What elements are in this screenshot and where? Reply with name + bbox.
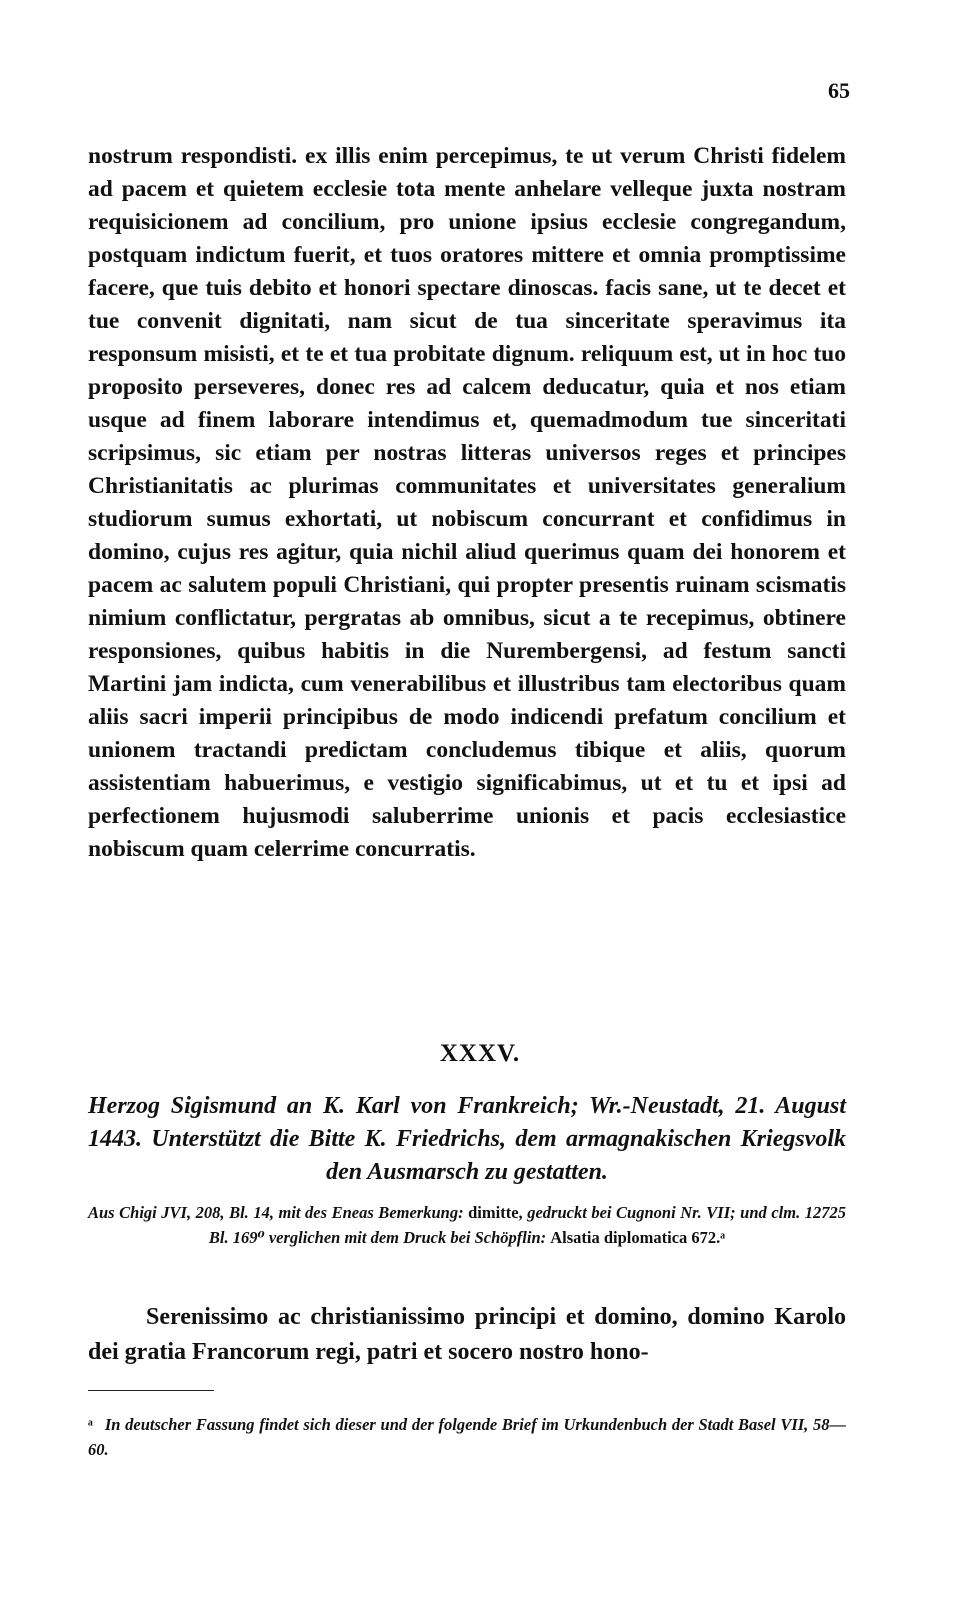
letter-opening: Serenissimo ac christianissimo principi et domino, domino Karolo dei gratia Francorum regi, patri et socero nostro hono- (88, 1304, 846, 1365)
main-text-paragraph: nostrum respondisti. ex illis enim percepimus, te ut verum Christi fidelem ad pacem et quietem ecclesie tota mente anhelare velleque juxta nostram requisicionem ad concilium, pro unione ipsius ecclesie congregandum, postquam indictum fuerit, et tuos oratores mittere et omnia promptissime facere, que tuis debito et honori spectare dinoscas. facis sane, ut te decet et tue convenit dignitati, nam sicut de tua sinceritate speravimus ita responsum misisti, et te et tua probitate dignum. reliquum est, ut in hoc tuo proposito perseveres, donec res ad calcem deducatur, quia et nos etiam usque ad finem laborare intendimus et, quemadmodum tue sinceritati scripsimus, sic etiam per nostras litteras universos reges et principes Christianitatis ac plurimas communitates et universitates generalium studiorum sumus exhortati, ut nobiscum concurrant et confidimus in domino, cujus res agitur, quia nichil aliud querimus quam dei honorem et pacem ac salutem populi Christiani, qui propter presentis ruinam scismatis nimium conflictatur, pergratas ab omnibus, sicut a te recepimus, obtinere responsiones, quibus habitis in die Nurembergensi, ad festum sancti Martini jam indicta, cum venerabilibus et illustribus tam electoribus quam aliis sacri imperii principibus de modo indicendi prefatum concilium et unionem tractandi predictam concludemus tibique et aliis, quorum assistentiam habuerimus, e vestigio significabimus, ut et tu et ipsi ad perfectionem hujusmodi saluberrime unionis et pacis ecclesiastice nobiscum quam celerrime concurratis. (88, 143, 846, 862)
footnote (88, 1412, 846, 1462)
source-note-quote: dimitte, (468, 1203, 523, 1222)
document-heading: Herzog Sigismund an K. Karl von Frankreich; Wr.-Neustadt, 21. August 1443. Unterstützt die Bitte K. Friedrichs, dem armagnakischen Kriegsvolk den Ausmarsch zu gestatten. (88, 1093, 846, 1185)
footnote-text: In deutscher Fassung findet sich dieser und der folgende Brief im Urkundenbuch der Stadt Basel VII, 58—60. (88, 1415, 846, 1459)
page-number: 65 (828, 78, 850, 103)
source-note (88, 1200, 846, 1250)
source-note-marker: ᵃ (720, 1228, 726, 1247)
document-number: XXXV. (439, 1040, 521, 1067)
source-note-intro: Aus Chigi JVI, 208, Bl. 14, mit des Eneas Bemerkung: (88, 1203, 464, 1222)
source-note-work: Alsatia diplomatica 672. (550, 1228, 721, 1247)
footnote-divider (88, 1390, 214, 1391)
source-note-middle: gedruckt bei Cugnoni Nr. VII; und clm. 12725 Bl. 169⁰ verglichen mit dem Druck bei Schöpflin: (208, 1203, 846, 1247)
footnote-marker: ᵃ (88, 1415, 93, 1434)
